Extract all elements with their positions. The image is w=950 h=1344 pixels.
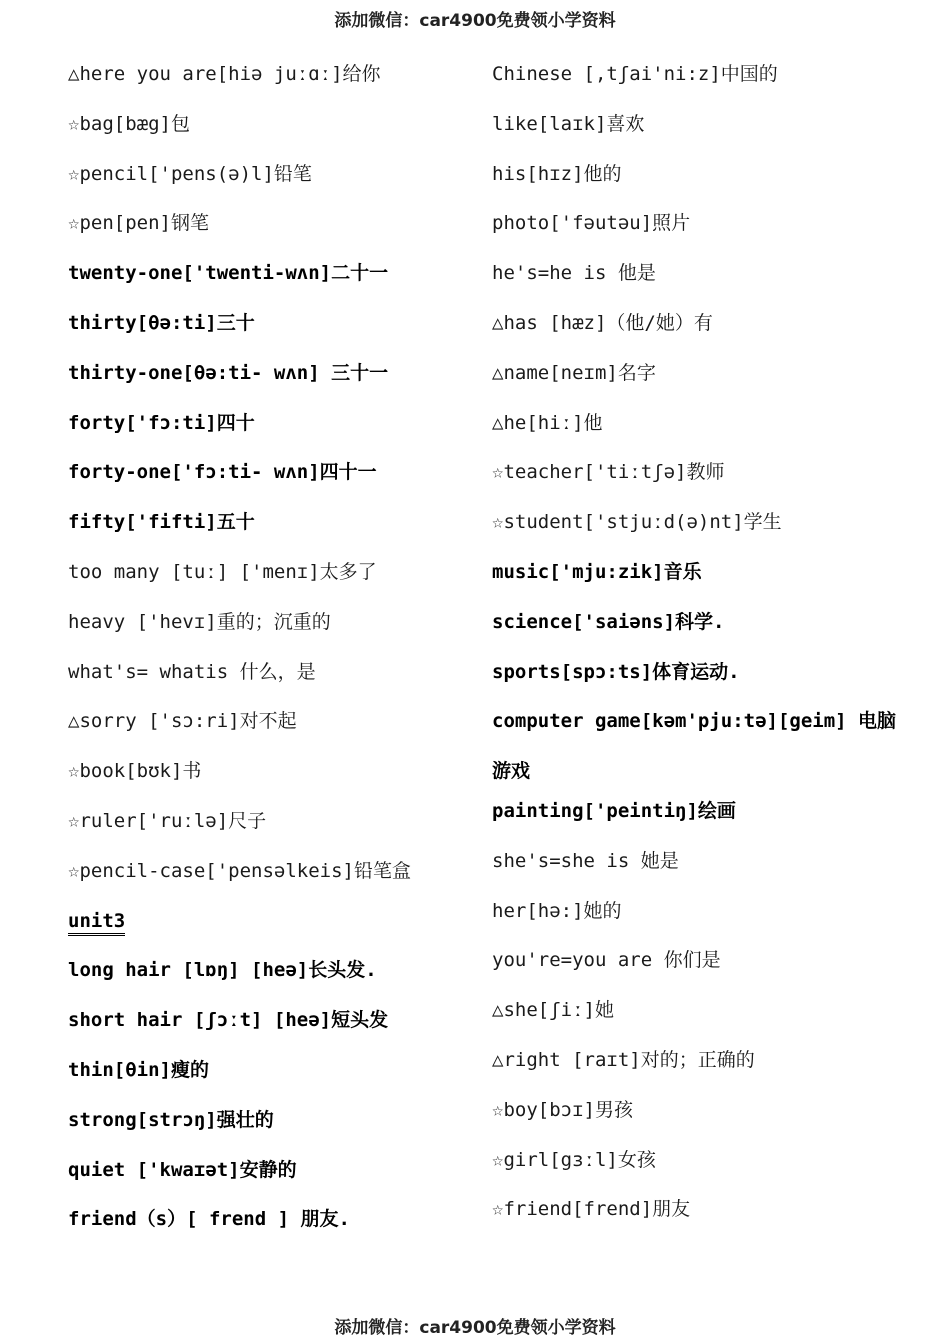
vocab-entry: strong[strɔŋ]强壮的	[68, 1108, 274, 1131]
vocab-entry: photo['fəutəu]照片	[492, 212, 691, 235]
vocab-entry: heavy ['hevɪ]重的；沉重的	[68, 610, 331, 633]
unit-heading-label: unit3	[68, 909, 125, 936]
vocab-entry: △he[hiː]他	[492, 411, 603, 434]
watermark-bottom: 添加微信：car4900免费领小学资料	[334, 1318, 616, 1338]
vocab-entry: science['saiəns]科学.	[492, 610, 725, 633]
vocab-entry: thirty-one[θə:ti- wʌn] 三十一	[68, 361, 389, 384]
vocab-entry: too many [tuː] ['menɪ]太多了	[68, 560, 377, 583]
vocab-entry: long hair [lɒŋ] [heə]长头发.	[68, 959, 377, 982]
vocab-entry: friend（s）[ frend ] 朋友.	[68, 1208, 350, 1231]
unit-heading	[68, 907, 478, 957]
vocab-entry: he's=he is 他是	[492, 262, 656, 285]
vocab-entry: Chinese [,tʃai'ni:z]中国的	[492, 63, 778, 85]
vocab-entry: her[hə:]她的	[492, 899, 622, 922]
vocab-entry: ☆boy[bɔɪ]男孩	[492, 1098, 633, 1121]
vocab-entry: forty-one['fɔ:ti- wʌn]四十一	[68, 461, 377, 484]
vocab-entry: ☆girl[gɜːl]女孩	[492, 1148, 656, 1171]
vocab-entry: ☆bag[bæg]包	[68, 112, 190, 135]
vocab-entry: what's= whatis 什么，是	[68, 660, 316, 683]
vocab-entry: fifty['fifti]五十	[68, 511, 255, 534]
vocabulary-column-left	[68, 60, 478, 1255]
vocab-entry: sports[spɔ:ts]体育运动.	[492, 660, 740, 683]
vocab-entry: thin[θin]瘦的	[68, 1058, 209, 1081]
vocab-entry: music['mju:zik]音乐	[492, 560, 702, 583]
vocab-entry: ☆student['stjuːd(ə)nt]学生	[492, 511, 782, 534]
vocab-entry: computer game[kəm'pju:tə][geim] 电脑游戏	[492, 710, 897, 783]
vocab-entry: △name[neɪm]名字	[492, 361, 656, 384]
vocab-entry: △right [raɪt]对的；正确的	[492, 1048, 755, 1071]
vocab-entry: painting['peintiŋ]绘画	[492, 799, 736, 822]
vocab-entry: forty['fɔ:ti]四十	[68, 411, 255, 434]
vocab-entry: thirty[θə:ti]三十	[68, 311, 255, 334]
vocab-entry: ☆friend[frend]朋友	[492, 1198, 691, 1221]
vocab-entry: ☆pencil-case['pensəlkeis]铅笔盒	[68, 859, 411, 882]
vocab-entry: his[hɪz]他的	[492, 162, 622, 185]
vocab-entry: △here you are[hiə juːɑː]给你	[68, 63, 381, 85]
vocabulary-column-right	[492, 60, 912, 1245]
vocab-entry: ☆pencil['pens(ə)l]铅笔	[68, 162, 312, 185]
vocab-entry: ☆teacher['tiːtʃə]教师	[492, 461, 725, 484]
vocab-entry: ☆ruler['ruːlə]尺子	[68, 809, 267, 832]
vocab-entry: twenty-one['twenti-wʌn]二十一	[68, 262, 389, 285]
vocab-entry: △has [hæz]（他/她）有	[492, 311, 713, 334]
vocab-entry: quiet ['kwaɪət]安静的	[68, 1158, 297, 1181]
vocab-entry: like[laɪk]喜欢	[492, 112, 645, 135]
vocab-entry: ☆pen[pen]钢笔	[68, 212, 209, 235]
vocab-entry: you're=you are 你们是	[492, 949, 721, 972]
vocab-entry: ☆book[bʊk]书	[68, 760, 202, 783]
vocab-entry: she's=she is 她是	[492, 849, 679, 872]
watermark-top: 添加微信：car4900免费领小学资料	[334, 11, 616, 31]
vocab-entry: △she[ʃiː]她	[492, 999, 614, 1022]
vocab-entry: △sorry ['sɔ:ri]对不起	[68, 710, 297, 733]
vocab-entry: short hair [ʃɔːt] [heə]短头发	[68, 1009, 389, 1032]
